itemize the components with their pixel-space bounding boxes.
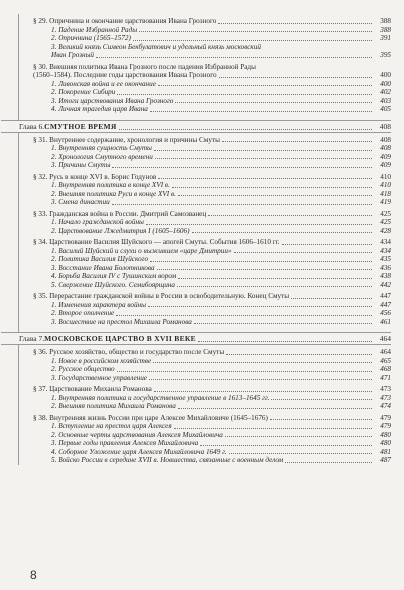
chapter-label: Глава 6. bbox=[19, 121, 45, 131]
page-ref: 442 bbox=[380, 280, 391, 289]
subsection-entry bbox=[19, 272, 391, 281]
page-ref: 395 bbox=[380, 51, 391, 59]
dot-leader bbox=[270, 419, 372, 420]
subsection-entry bbox=[19, 227, 391, 236]
dot-leader bbox=[219, 77, 372, 78]
chapter-label: Глава 7. bbox=[19, 334, 45, 343]
dot-leader bbox=[178, 408, 372, 409]
page-ref: 438 bbox=[380, 272, 391, 280]
subsection-entry bbox=[19, 374, 391, 383]
page-ref: 434 bbox=[380, 238, 391, 246]
page-ref: 408 bbox=[380, 135, 391, 144]
entry-title: 2. Хронология Смутного времени bbox=[51, 152, 153, 161]
dot-leader bbox=[234, 252, 372, 253]
page-ref: 409 bbox=[380, 152, 391, 161]
entry-title: 1. Ливонская война и ее окончание bbox=[51, 79, 156, 88]
page-ref: 436 bbox=[380, 263, 391, 272]
entry-title: § 38. Внутренняя жизнь России при царе Алексее Михайловиче (1645–1676) bbox=[33, 413, 268, 422]
entry-title: § 33. Гражданская война в России. Дмитрий Самозванец bbox=[33, 209, 207, 218]
subsection-entry bbox=[19, 80, 391, 89]
dot-leader bbox=[177, 286, 372, 287]
entry-title: 4. Соборное Уложение царя Алексея Михайловича 1649 г. bbox=[51, 447, 227, 456]
dot-leader bbox=[285, 462, 372, 463]
page-ref: 481 bbox=[380, 447, 391, 456]
subsection-entry bbox=[19, 153, 391, 162]
dot-leader bbox=[158, 178, 372, 179]
page-number: 8 bbox=[30, 568, 37, 582]
dot-leader bbox=[192, 232, 373, 233]
entry-title-cont: Иван Грозный bbox=[51, 51, 95, 59]
dot-leader bbox=[178, 278, 372, 279]
subsection-entry bbox=[19, 357, 391, 366]
dot-leader bbox=[208, 215, 372, 216]
page-ref: 464 bbox=[379, 334, 391, 343]
dot-leader bbox=[271, 399, 372, 400]
page-ref: 388 bbox=[380, 25, 391, 34]
entry-title: 2. Основные черты царствования Алексея Михайловича bbox=[51, 430, 223, 439]
entry-title: 4. Личная трагедия царя Ивана bbox=[51, 105, 148, 113]
subsection-entry bbox=[19, 34, 391, 43]
page-ref: 456 bbox=[380, 309, 391, 317]
entry-title: 1. Внутренняя политика и государственное управление в 1613–1645 гг. bbox=[51, 393, 270, 402]
dot-leader bbox=[150, 261, 372, 262]
subsection-entry bbox=[19, 431, 391, 440]
subsection-entry bbox=[19, 402, 391, 411]
page-ref: 428 bbox=[380, 226, 391, 235]
page-ref: 447 bbox=[380, 300, 391, 309]
dot-leader bbox=[222, 141, 372, 142]
entry-title: 3. Первые годы правления Алексея Михайловича bbox=[51, 439, 199, 447]
page-ref: 465 bbox=[380, 356, 391, 365]
subsection-entry bbox=[19, 309, 391, 318]
entry-title: 5. Войско России в середине XVII в. Новшества, связанные с военным делом bbox=[51, 456, 284, 464]
dot-leader bbox=[117, 371, 372, 372]
page-ref: 405 bbox=[380, 105, 391, 113]
page-ref: 419 bbox=[380, 198, 391, 206]
dot-leader bbox=[157, 269, 372, 270]
subsection-entry bbox=[19, 264, 391, 273]
dot-leader bbox=[119, 129, 372, 130]
subsection-entry bbox=[19, 422, 391, 431]
dot-leader bbox=[146, 224, 372, 225]
page-ref: 388 bbox=[380, 17, 391, 25]
dot-leader bbox=[282, 244, 372, 245]
page-ref: 468 bbox=[380, 365, 391, 373]
section-entry bbox=[19, 136, 391, 145]
dot-leader bbox=[226, 354, 372, 355]
entry-title: 2. Царствование Лжедмитрия I (1605–1606) bbox=[51, 226, 190, 235]
entry-title: 3. Причины Смуты bbox=[51, 161, 111, 169]
entry-title: § 29. Опричнина и окончание царствования Ивана Грозного bbox=[33, 17, 217, 25]
dot-leader bbox=[117, 94, 372, 95]
dot-leader bbox=[178, 195, 372, 196]
entry-title: 3. Государственное управление bbox=[51, 373, 147, 382]
dot-leader bbox=[155, 158, 372, 159]
dot-leader bbox=[139, 31, 372, 32]
entry-title: 2. Русское общество bbox=[51, 365, 115, 373]
subsection-entry bbox=[19, 144, 391, 153]
section-entry bbox=[19, 238, 391, 247]
subsection-entry bbox=[19, 456, 391, 465]
page-ref: 480 bbox=[380, 439, 391, 447]
entry-title: 1. Изменения характера войны bbox=[51, 300, 146, 309]
subsection-entry bbox=[19, 161, 391, 170]
entry-title: 3. Великий князь Симеон Бекбулатович и удельный князь московский bbox=[51, 42, 261, 51]
entry-title: 2. Политика Василия Шуйского bbox=[51, 255, 149, 263]
entry-title: § 35. Перерастание гражданской войны в России в освободительную. Конец Смуты bbox=[33, 292, 290, 300]
dot-leader bbox=[112, 167, 372, 168]
subsection-entry bbox=[19, 43, 391, 60]
dot-leader bbox=[154, 150, 372, 151]
subsection-entry bbox=[19, 247, 391, 256]
entry-title: § 37. Царствование Михаила Романова bbox=[33, 385, 152, 393]
page-ref: 418 bbox=[380, 189, 391, 198]
entry-title: 1. Василий Шуйский и слухи о выжившем «царе Дмитрии» bbox=[51, 246, 232, 255]
entry-title: 1. Внутренняя сущность Смуты bbox=[51, 144, 152, 152]
page-ref: 447 bbox=[380, 292, 391, 300]
entry-title: § 30. Внешняя политика Ивана Грозного после падения Избранной Рады bbox=[33, 62, 256, 71]
entry-title: 2. Покорение Сибири bbox=[51, 88, 116, 96]
page-ref: 408 bbox=[379, 121, 391, 131]
subsection-entry bbox=[19, 105, 391, 114]
subsection-entry bbox=[19, 97, 391, 106]
page-ref: 471 bbox=[380, 373, 391, 382]
entry-title: § 36. Русское хозяйство, общество и государство после Смуты bbox=[33, 348, 225, 356]
dot-leader bbox=[116, 315, 372, 316]
chapter-title: МОСКОВСКОЕ ЦАРСТВО В XVII ВЕКЕ bbox=[44, 334, 196, 343]
subsection-entry bbox=[19, 365, 391, 374]
page-ref: 403 bbox=[380, 96, 391, 105]
page-ref: 479 bbox=[380, 413, 391, 422]
entry-title: 3. Восшествие на престол Михаила Романова bbox=[51, 317, 192, 326]
dot-leader bbox=[291, 298, 372, 299]
dot-leader bbox=[200, 445, 372, 446]
section-entry bbox=[19, 17, 391, 26]
dot-leader bbox=[172, 187, 372, 188]
dot-leader bbox=[229, 453, 372, 454]
page-ref: 410 bbox=[380, 181, 391, 189]
chapter-heading bbox=[1, 120, 391, 133]
page-ref: 461 bbox=[380, 317, 391, 326]
section-entry bbox=[19, 385, 391, 394]
entry-title: 2. Внешняя политика Михаила Романова bbox=[51, 402, 176, 410]
subsection-entry bbox=[19, 318, 391, 327]
page-ref: 487 bbox=[380, 456, 391, 464]
dot-leader bbox=[194, 323, 372, 324]
section-entry bbox=[19, 173, 391, 182]
page-ref: 425 bbox=[380, 218, 391, 226]
dot-leader bbox=[133, 40, 372, 41]
page-ref: 402 bbox=[380, 88, 391, 96]
dot-leader bbox=[148, 306, 372, 307]
entry-title: 2. Внешняя политика Руси в конце XVI в. bbox=[51, 189, 176, 198]
subsection-entry bbox=[19, 26, 391, 35]
page-ref: 473 bbox=[380, 393, 391, 402]
page-ref: 400 bbox=[380, 79, 391, 88]
dot-leader bbox=[218, 23, 372, 24]
dot-leader bbox=[153, 362, 372, 363]
page-ref: 408 bbox=[380, 144, 391, 152]
page-ref: 409 bbox=[380, 161, 391, 169]
dot-leader bbox=[174, 428, 372, 429]
entry-title: 3. Смена династии bbox=[51, 198, 110, 206]
chapter-title: СМУТНОЕ ВРЕМЯ bbox=[44, 121, 117, 131]
entry-title: 2. Опричнина (1565–1572) bbox=[51, 34, 131, 42]
page-ref: 410 bbox=[380, 172, 391, 181]
section-entry bbox=[19, 414, 391, 423]
entry-title: 1. Падение Избранной Рады bbox=[51, 25, 138, 34]
dot-leader bbox=[149, 379, 372, 380]
subsection-entry bbox=[19, 88, 391, 97]
section-entry bbox=[19, 292, 391, 301]
page-ref: 400 bbox=[380, 71, 391, 79]
dot-leader bbox=[112, 204, 372, 205]
entry-title: 3. Восстание Ивана Болотникова bbox=[51, 263, 155, 272]
subsection-entry bbox=[19, 394, 391, 403]
entry-title: § 31. Внутреннее содержание, хронология и причины Смуты bbox=[33, 135, 220, 144]
dot-leader bbox=[96, 57, 372, 58]
entry-title: § 34. Царствование Василия Шуйского — апогей Смуты. События 1606–1610 гг. bbox=[33, 238, 280, 246]
page-ref: 391 bbox=[380, 34, 391, 42]
section-entry bbox=[19, 63, 391, 80]
subsection-entry bbox=[19, 198, 391, 207]
entry-title-cont: (1560–1584). Последние годы царствования Ивана Грозного bbox=[33, 71, 217, 79]
page-ref: 480 bbox=[380, 430, 391, 439]
entry-title: 1. Новое в российском хозяйстве bbox=[51, 356, 152, 365]
entry-title: 1. Начало гражданской войны bbox=[51, 218, 144, 226]
chapter-heading bbox=[1, 332, 391, 345]
subsection-entry bbox=[19, 448, 391, 457]
subsection-entry bbox=[19, 181, 391, 190]
subsection-entry bbox=[19, 301, 391, 310]
page-ref: 434 bbox=[380, 246, 391, 255]
section-entry bbox=[19, 210, 391, 219]
subsection-entry bbox=[19, 190, 391, 199]
page-ref: 474 bbox=[380, 402, 391, 410]
entry-title: 4. Борьба Василия IV с Тушинским вором bbox=[51, 272, 177, 280]
dot-leader bbox=[150, 111, 372, 112]
subsection-entry bbox=[19, 281, 391, 290]
page-ref: 464 bbox=[380, 348, 391, 356]
subsection-entry bbox=[19, 255, 391, 264]
entry-title: 1. Вступление на престол царя Алексея bbox=[51, 422, 172, 430]
section-entry bbox=[19, 348, 391, 357]
table-of-contents bbox=[18, 14, 391, 465]
entry-title: 3. Итоги царствования Ивана Грозного bbox=[51, 96, 174, 105]
subsection-entry bbox=[19, 439, 391, 448]
page-ref: 473 bbox=[380, 385, 391, 393]
dot-leader bbox=[158, 85, 372, 86]
dot-leader bbox=[198, 341, 372, 342]
dot-leader bbox=[154, 391, 372, 392]
dot-leader bbox=[225, 436, 372, 437]
page-ref: 479 bbox=[380, 422, 391, 430]
entry-title: § 32. Русь в конце XVI в. Борис Годунов bbox=[33, 172, 157, 181]
entry-title: 5. Свержение Шуйского. Семибоярщина bbox=[51, 280, 175, 289]
subsection-entry bbox=[19, 218, 391, 227]
dot-leader bbox=[175, 102, 372, 103]
entry-title: 1. Внутренняя политика в конце XVI в. bbox=[51, 181, 170, 189]
page-ref: 435 bbox=[380, 255, 391, 263]
page-ref: 425 bbox=[380, 209, 391, 218]
entry-title: 2. Второе ополчение bbox=[51, 309, 115, 317]
